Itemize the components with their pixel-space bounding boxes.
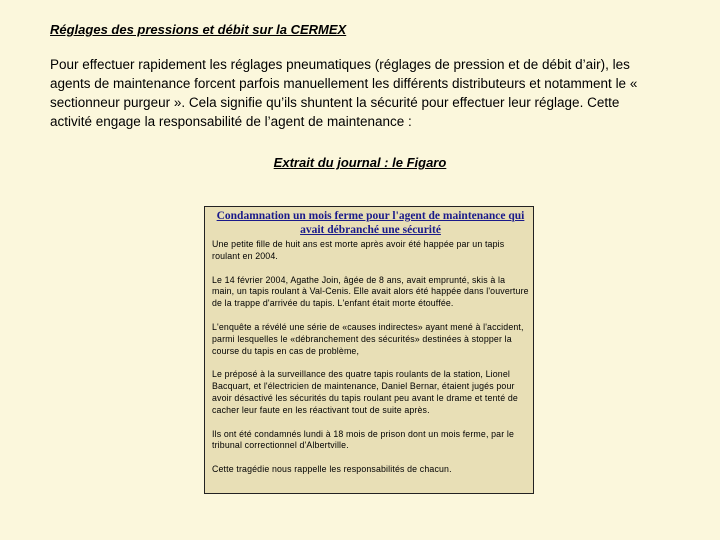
intro-paragraph: Pour effectuer rapidement les réglages pneumatiques (réglages de pression et de débit d’air), les agents de maintenance forcent parfois manuellement les différents distributeurs et notamment le « sectionneur purgeur ». Cela signifie qu’ils shuntent la sécurité pour effectuer leur réglage. Cette activité engage la responsabilité de l’agent de maintenance :: [50, 57, 638, 129]
article-paragraph: L'enquête a révélé une série de «causes indirectes» ayant mené à l'accident, parmi lesquelles le «débranchement des sécurités» destinées à stopper la course du tapis en cas de problème,: [212, 321, 524, 356]
article-paragraph: Le 14 février 2004, Agathe Join, âgée de 8 ans, avait emprunté, skis à la main, un tapis roulant à Val-Cenis. Elle avait alors été happée dans l'ouverture de la trappe d'arrivée du tapis. L'enfant était morte étouffée.: [212, 274, 529, 309]
article-headline[interactable]: Condamnation un mois ferme pour l'agent de maintenance qui avait débranché une sécurité: [216, 210, 525, 236]
article-paragraph: Ils ont été condamnés lundi à 18 mois de prison dont un mois ferme, par le tribunal correctionnel d'Albertville.: [212, 428, 515, 451]
source-label: Extrait du journal : le Figaro: [273, 155, 447, 170]
page-title: Réglages des pressions et débit sur la CERMEX: [50, 22, 347, 37]
article-paragraph: Le préposé à la surveillance des quatre tapis roulants de la station, Lionel Bacquart, et l'électricien de maintenance, Daniel Bernar, étaient jugés pour avoir désactivé les sécurités du tapis roulant peu avant le drame et tenté de cacher leur faute en les réactivant tout de suite après.: [212, 369, 518, 415]
article-paragraph: Une petite fille de huit ans est morte après avoir été happée par un tapis roulant en 2004.: [212, 239, 505, 261]
article-paragraph: Cette tragédie nous rappelle les responsabilités de chacun.: [212, 464, 452, 475]
newspaper-article-box: [204, 206, 534, 494]
